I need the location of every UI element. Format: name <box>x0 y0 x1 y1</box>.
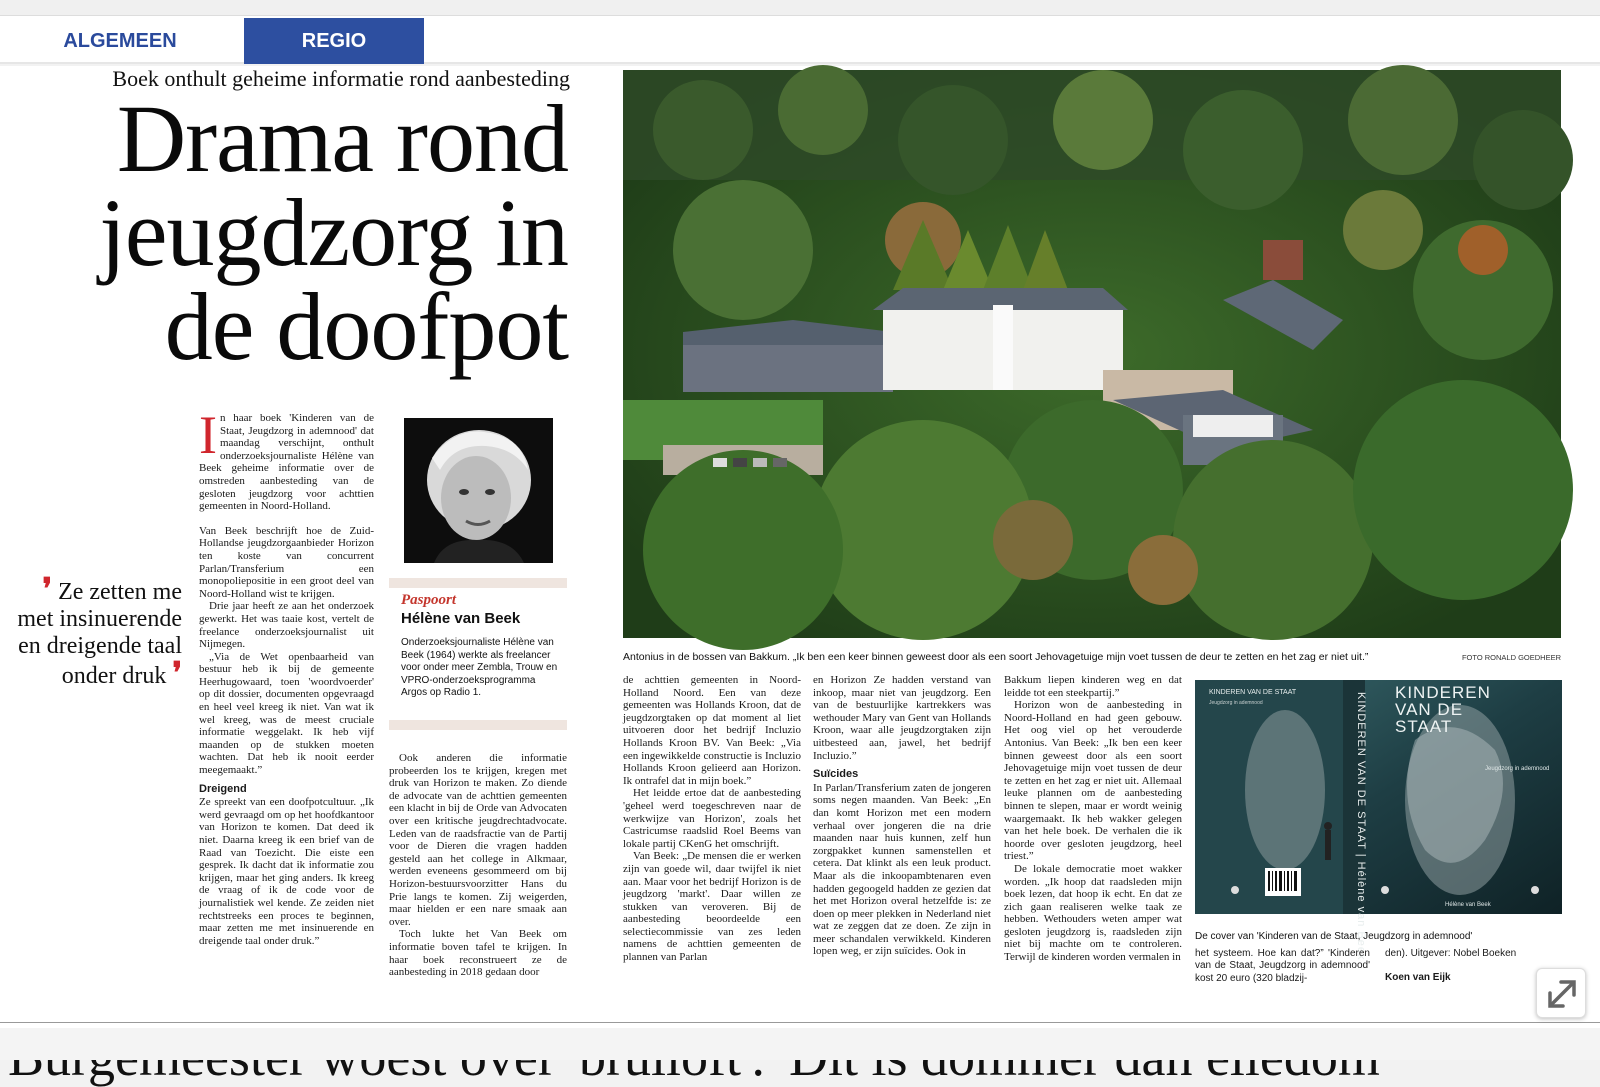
subheading: Dreigend <box>199 782 247 795</box>
paragraph: Horizon won de aanbesteding in Noord-Holland en had geen gebouw. Het oog viel op het verouderde Antonius. Van Beek: „Ik ben een keer binnen geweest door als een soort Jehovagetuige mijn voet tussen de deur te zetten en het zag er niet uit. Allemaal leuke plannen om de aanbesteding binnen te slepen, maar er wordt weinig waargemaakt. Ik heb wakker gelegen van het hele boek. De verhalen die ik hoorde over gesloten jeugdzorg, heel triest.” <box>1004 699 1182 863</box>
pull-quote <box>8 573 182 690</box>
paragraph: Ze spreekt van een doofpotcultuur. „Ik werd gevraagd om op het hoofdkantoor van Horizon te komen. Dat deed ik niet. Daarna kreeg ik een brief van de Raad van Toezicht. Die eiste een gesprek. Ik dacht dat ik informatie zou krijgen, maar het ging anders. Ik kreeg de vraag of ik de code voor de journalistiek wel kende. Ze zeiden niet rechtstreeks een proces te beginnen, maar zetten me met insinuerende en dreigende taal onder druk.” <box>199 796 374 947</box>
quote-close-icon: ❜ <box>172 657 182 690</box>
article-separator <box>0 1022 1600 1023</box>
paragraph: Van Beek: „De mensen die er werken zijn van goede wil, daar twijfel ik niet aan. Maar voor het bedrijf Horizon is de jeugdzorg 'markt'. Daar willen ze stukken van veroveren. Bij de aanbesteding beoordeelde een selectiecommissie van zes leden namens de achttien gemeenten de plannen van Parlan <box>623 850 801 964</box>
author-portrait <box>404 418 553 563</box>
article-column-5 <box>1004 674 1182 964</box>
expand-arrows-icon <box>1537 969 1587 1019</box>
paragraph: Toch lukte het Van Beek om informatie boven tafel te krijgen. In haar boek reconstrueert ze de aanbesteding in 2018 gedaan door <box>389 928 567 979</box>
bottom-strip <box>0 1028 1600 1060</box>
article-headline: Drama rond jeugdzorg in de doofpot <box>99 85 568 380</box>
article-column-4 <box>813 674 991 958</box>
paragraph: het systeem. Hoe kan dat?” 'Kinderen van de Staat, Jeugdzorg in ademnood' kost 20 euro (320 bladzij- <box>1195 948 1370 984</box>
passport-name: Hélène van Beek <box>401 610 521 627</box>
tab-algemeen[interactable]: ALGEMEEN <box>63 30 177 52</box>
passport-box <box>389 578 567 700</box>
paragraph: den). Uitgever: Nobel Boeken <box>1385 948 1517 959</box>
aerial-photo <box>623 70 1561 638</box>
pull-quote-text: Ze zetten me met insinuerende en dreigende taal onder druk <box>17 579 182 689</box>
svg-text:KINDEREN VAN DE STAAT: KINDEREN VAN DE STAAT <box>1209 689 1297 696</box>
svg-text:Jeugdzorg in ademnood: Jeugdzorg in ademnood <box>1209 700 1263 706</box>
article-column-6 <box>1195 948 1370 985</box>
paragraph: De lokale democratie moet wakker worden. „Ik hoop dat raadsleden mijn boek lezen, dat hoop ik echt. En dat ze zich gaan realiseren welke taak ze hebben. Wethouders weten amper wat gesloten jeugdzorg is, raadsleden zijn niet bij machte om te controleren. Terwijl de kinderen worden vermalen in <box>1004 862 1182 964</box>
paragraph: Ook anderen die informatie probeerden los te krijgen, kregen met druk van Horizon te maken. Zo diende de advocate van de achttien gemeenten een klacht in bij de Orde van Advocaten over een kritische jeugdrechtadvocate. Leden van de raadsfractie van de Partij voor de Dieren die vragen hadden gesteld aan het college in Alkmaar, werden eveneens gesommeerd om bij Horizon-bestuursvoorzitter Hans du Prie langs te komen. Zij weigerden, maar hielden er een nare smaak aan over. <box>389 752 567 928</box>
photo-caption-row <box>623 651 1561 667</box>
cover-spine-text: KINDEREN VAN DE STAAT | Hélène van Beek <box>1355 692 1367 961</box>
cover-author: Hélène van Beek <box>1445 902 1491 908</box>
section-tab-bar <box>0 16 1600 64</box>
cover-subtitle: Jeugdzorg in ademnood <box>1485 766 1550 772</box>
article-column-3 <box>623 674 801 964</box>
svg-text:STAAT: STAAT <box>1395 717 1453 736</box>
paragraph: In Parlan/Transferium zaten de jongeren soms negen maanden. Van Beek: „En dan komt Horizon met een modern verhaal over jongeren die na drie maanden naar huis kunnen, zelf hun zorgpakket kunnen samenstellen et cetera. Dat klinkt als een leuk product. Maar als die inkoopambtenaren even hadden gegoogeld hadden ze gezien dat het met Horizon overal hetzelfde is: ze doen op meer plekken in Nederland niet wat ze zeggen dat ze doen. Ze zijn in meer schandalen verwikkeld. Kinderen lopen weg, er zijn suïcides. Ook in <box>813 781 991 958</box>
byline: Koen van Eijk <box>1385 972 1451 984</box>
passport-text: Onderzoeksjournaliste Hélène van Beek (1964) werkte als freelancer voor onder meer Zembla, Trouw en VPRO-onderzoeksprogramma Argos op Radio 1. <box>401 637 558 698</box>
paragraph: „Via de Wet openbaarheid van bestuur heb ik bij de gemeente Heerhugowaard, toen 'woordvoerder' op dit dossier, documenten opgevraagd en heel veel kreeg ik niet. Van wat ik wel kreeg, was de meest cruciale informatie weggelakt. Ik heb vijf maanden op de stukken moeten wachten. Dat heb ik nooit eerder meegemaakt.” <box>199 650 374 777</box>
lead-paragraph: n haar boek 'Kinderen van de Staat, Jeugdzorg in ademnood' dat maandag verschijnt, onthult onderzoeksjournaliste Hélène van Beek geheime informatie over de omstreden aanbesteding van de gesloten jeugdzorg voor achttien gemeenten in Noord-Holland. <box>199 412 374 513</box>
svg-text:VAN DE: VAN DE <box>1395 700 1464 719</box>
top-strip <box>0 0 1600 16</box>
passport-top-bar <box>389 578 567 588</box>
expand-button[interactable] <box>1536 968 1586 1018</box>
tab-regio[interactable]: REGIO <box>244 18 424 64</box>
paragraph: Van Beek beschrijft hoe de Zuid-Hollandse jeugdzorgaanbieder Horizon ten koste van concurrent Parlan/Transferium een monopoliepositie in een groot deel van Noord-Holland wist te krijgen. <box>199 524 374 600</box>
quote-open-icon: ❜ <box>42 573 53 606</box>
article-column-2 <box>389 752 567 979</box>
svg-text:KINDEREN: KINDEREN <box>1395 683 1491 702</box>
photo-credit: FOTO RONALD GOEDHEER <box>1461 653 1561 662</box>
cover-caption: De cover van 'Kinderen van de Staat, Jeugdzorg in ademnood' <box>1195 931 1473 942</box>
paragraph: Drie jaar heeft ze aan het onderzoek gewerkt. Het was taaie kost, vertelt de freelance onderzoeksjournalist uit Nijmegen. <box>199 600 374 651</box>
paragraph: en Horizon Ze hadden verstand van inkoop, maar niet van jeugdzorg. Een van de bestuurlijke kartrekkers was wethouder Mary van Gent van Hollands Kroon, waar alle jeugdzorgtaken zijn uitbesteed aan, jawel, het bedrijf Incluzio.” <box>813 674 991 762</box>
newspaper-page <box>0 66 1600 1028</box>
paragraph: Bakkum liepen kinderen weg en dat leidde tot een steekpartij.” <box>1004 674 1182 699</box>
paragraph: Het leidde ertoe dat de aanbesteding 'geheel werd toegeschreven naar de werkwijze van Horizon', zoals het Castricumse raadslid Roel Beems van lokale partij CKenG het omschrijft. <box>623 787 801 850</box>
paragraph: de achttien gemeenten in Noord-Holland Noord. Een van deze gemeenten was Hollands Kroon, dat de jeugdzorgtaken op dat moment al liet uitvoeren door het bedrijf Incluzio Hollands Kroon BV. Van Beek: „Via een ingewikkelde constructie is Incluzio Hollands Kroon gelieerd aan Horizon. Ik ontrafel dat in mijn boek.” <box>623 674 801 787</box>
photo-caption: Antonius in de bossen van Bakkum. „Ik ben een keer binnen geweest door als een soort Jehovagetuige mijn voet tussen de deur te zetten en het zag er niet uit.” <box>623 651 1369 663</box>
subheading: Suïcides <box>813 768 859 781</box>
drop-cap: I <box>199 405 217 465</box>
passport-label: Paspoort <box>401 592 457 608</box>
article-kicker: Boek onthult geheime informatie rond aanbesteding <box>112 66 570 91</box>
article-column-1 <box>199 405 374 947</box>
passport-bottom-bar <box>389 720 567 730</box>
article-column-7 <box>1385 948 1560 985</box>
